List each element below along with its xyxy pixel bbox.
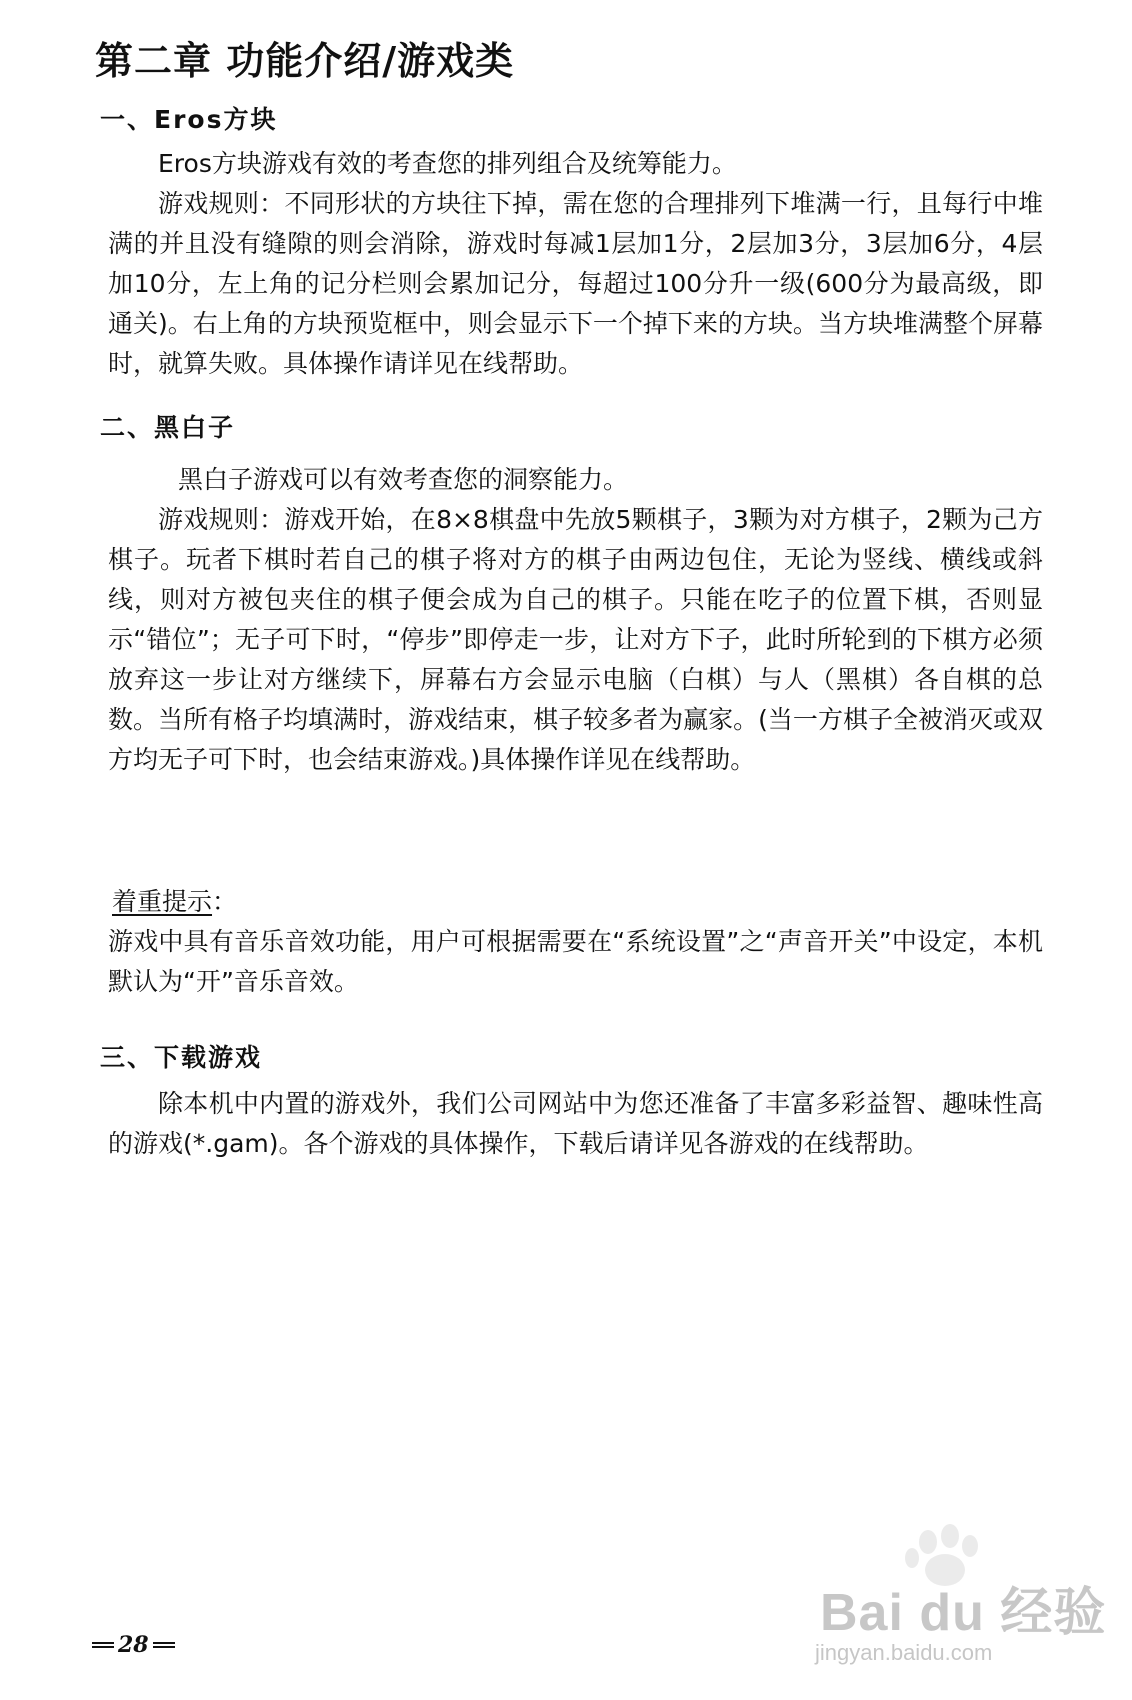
eros-intro-paragraph: Eros方块游戏有效的考查您的排列组合及统筹能力。 xyxy=(158,149,737,178)
emphasis-paragraph: 游戏中具有音乐音效功能，用户可根据需要在“系统设置”之“声音开关”中设定，本机默认为“开”音乐音效。 xyxy=(108,927,1043,996)
page-number xyxy=(92,1632,175,1658)
emphasis-label-text: 着重提示 xyxy=(112,887,213,916)
watermark-brand: Bai du 经验 xyxy=(820,1584,1107,1642)
emphasis-label xyxy=(112,882,237,922)
page-number-left-bar xyxy=(92,1642,114,1648)
section-heading-reversi: 二、黑白子 xyxy=(100,413,236,442)
section-heading-eros: 一、Eros方块 xyxy=(100,105,278,134)
section-heading-download: 三、下载游戏 xyxy=(100,1043,263,1072)
watermark-url: jingyan.baidu.com xyxy=(815,1640,993,1665)
reversi-rules-paragraph: 游戏规则：游戏开始，在8×8棋盘中先放5颗棋子，3颗为对方棋子，2颗为己方棋子。玩者下棋时若自己的棋子将对方的棋子由两边包住，无论为竖线、横线或斜线，则对方被包夹住的棋子便会成为自己的棋子。只能在吃子的位置下棋，否则显示“错位”；无子可下时，“停步”即停走一步，让对方下子，此时所轮到的下棋方必须放弃这一步让对方继续下，屏幕右方会显示电脑（白棋）与人（黑棋）各自棋的总数。当所有格子均填满时，游戏结束，棋子较多者为赢家。(当一方棋子全被消灭或双方均无子可下时，也会结束游戏。)具体操作详见在线帮助。 xyxy=(108,505,1043,774)
reversi-intro-paragraph: 黑白子游戏可以有效考查您的洞察能力。 xyxy=(178,465,629,494)
emphasis-colon: ： xyxy=(212,887,238,916)
page-number-text: 28 xyxy=(118,1632,149,1658)
eros-rules-paragraph: 游戏规则：不同形状的方块往下掉，需在您的合理排列下堆满一行，且每行中堆满的并且没有缝隙的则会消除，游戏时每减1层加1分，2层加3分，3层加6分，4层加10分，左上角的记分栏则会累加记分，每超过100分升一级(600分为最高级，即通关)。右上角的方块预览框中，则会显示下一个掉下来的方块。当方块堆满整个屏幕时，就算失败。具体操作请详见在线帮助。 xyxy=(108,189,1043,378)
chapter-title: 第二章 功能介绍/游戏类 xyxy=(95,39,515,83)
page-number-right-bar xyxy=(153,1642,175,1648)
download-paragraph: 除本机中内置的游戏外，我们公司网站中为您还准备了丰富多彩益智、趣味性高的游戏(*.gam)。各个游戏的具体操作，下载后请详见各游戏的在线帮助。 xyxy=(108,1089,1043,1158)
